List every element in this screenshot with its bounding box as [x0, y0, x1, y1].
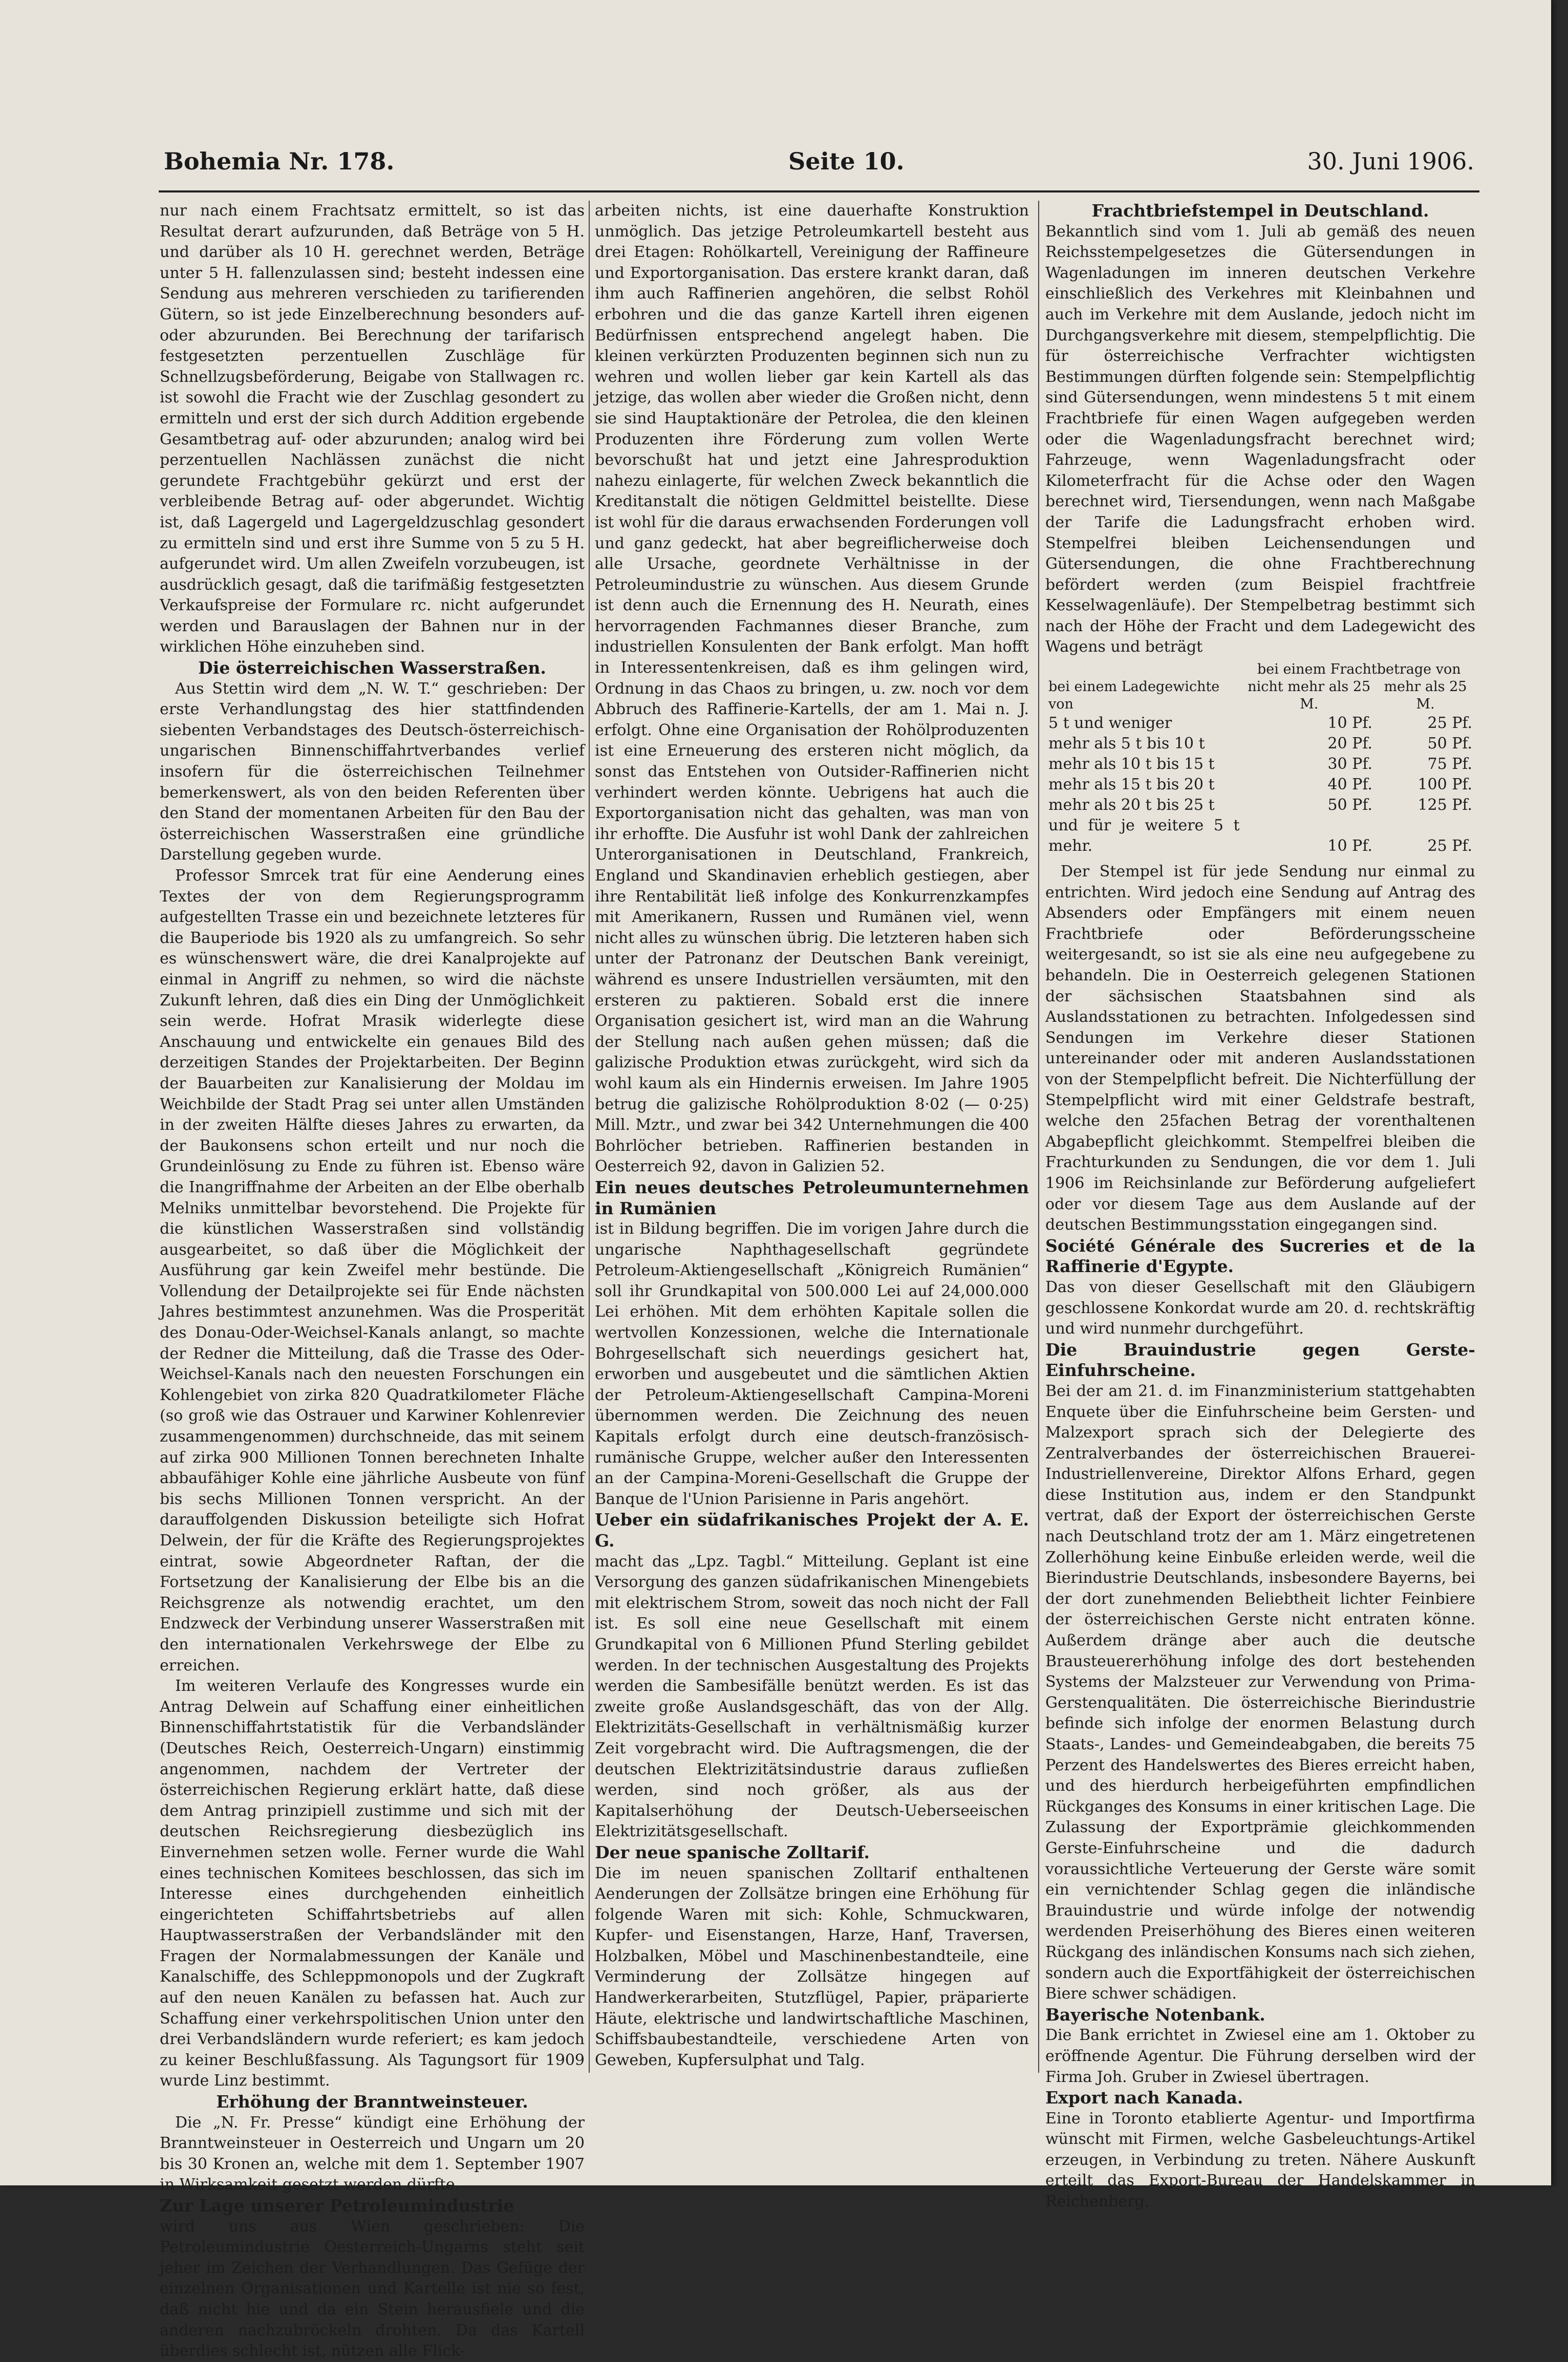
table-cell: 10 Pf. — [1327, 714, 1372, 733]
table-cell: 50 Pf. — [1427, 735, 1472, 753]
page-header — [164, 147, 1474, 183]
article-text: Das von dieser Gesellschaft mit den Gläubigern geschlossene Konkordat wurde am 20. d. rechtskräftig und wird nunmehr durchgeführt. — [1045, 1278, 1475, 1338]
article-text: Die Bank errichtet in Zwiesel eine am 1. Oktober zu eröffnende Agentur. Die Führung derselben wird der Firma Joh. Gruber in Zwiesel übertragen. — [1045, 2026, 1475, 2086]
article-heading: Die österreichischen Wasserstraßen. — [198, 658, 546, 678]
table-header-label: bei einem Ladegewichte von — [1048, 679, 1220, 713]
table-cell: mehr als 15 t bis 20 t — [1048, 776, 1215, 794]
table-cell: mehr als 5 t bis 10 t — [1048, 735, 1205, 753]
article-heading: Der neue spanische Zolltarif. — [595, 1842, 870, 1862]
article-heading: Bayerische Notenbank. — [1045, 2004, 1265, 2025]
table-cell: und für je weitere 5 t mehr. — [1048, 817, 1240, 855]
table-header-cell: mehr als 25 M. — [1384, 679, 1467, 713]
article-text: arbeiten nichts, ist eine dauerhafte Konstruktion unmöglich. Das jetzige Petroleumkartell besteht aus drei Etagen: Rohölkartell, Vereinigung der Raffineure und Exportorganisation. Das erstere krankt daran, daß ihm auch Raffinerien angehören, die selbst Rohöl erbohren und die das ganze Kartell ihren eigenen Bedürfnissen entsprechend angelegt haben. Die kleinen verkürzten Produzenten beginnen sich nun zu wehren und wollen lieber gar kein Kartell als das jetzige, das wollen aber wieder die Großen nicht, denn sie sind Hauptaktionäre der Petrolea, die den kleinen Produzenten ihre Förderung zum vollen Werte bevorschußt hat und jetzt eine Jahresproduktion nahezu einlagerte, für welchen Zweck bekanntlich die Kreditanstalt die nötigen Geldmittel beistellte. Diese ist wohl für die daraus erwachsenden Forderungen voll und ganz gedeckt, hat aber begreiflicherweise doch alle Ursache, geordnete Verhältnisse in der Petroleumindustrie zu wünschen. Aus diesem Grunde ist denn auch die Ernennung des H. Neurath, eines hervorragenden Fachmannes dieser Branche, zum industriellen Konsulenten der Bank erfolgt. Man hofft in Interessentenkreisen, daß es ihm gelingen wird, Ordnung in das Chaos zu bringen, u. zw. noch vor dem Abbruch des Raffinerie-Kartells, der am 1. Mai n. J. erfolgt. Ohne eine Organisation der Rohölproduzenten ist eine Erneuerung des ersteren nicht möglich, da sonst das Entstehen von Outsider-Raffinerien nicht verhindert werden könnte. Uebrigens hat auch die Exportorganisation nicht das gehalten, was man von ihr erhoffte. Die Ausfuhr ist wohl Dank der zahlreichen Unterorganisationen in Deutschland, Frankreich, England und Skandinavien erheblich gestiegen, aber ihre Rentabilität ließ infolge des Konkurrenzkampfes mit Amerikanern, Russen und Rumänen viel, wenn nicht alles zu wünschen übrig. Die letzteren haben sich unter der Patronanz der Deutschen Bank vereinigt, während es unsere Industriellen versäumten, mit den ersteren zu paktieren. Sobald erst die innere Organisation gesichert ist, wird man an die Wahrung der Stellung nach außen gehen müssen; daß die galizische Produktion etwas zurückgeht, wird sich da wohl kaum als ein Hindernis erweisen. Im Jahre 1905 betrug die galizische Rohölproduktion 8·02 (— 0·25) Mill. Mztr., und zwar bei 342 Unternehmungen die 400 Bohrlöcher betrieben. Raffinerien bestanden in Oesterreich 92, davon in Galizien 52. — [595, 202, 1029, 1176]
table-row — [1045, 775, 1475, 795]
table-header-cell: nicht mehr als 25 M. — [1248, 679, 1371, 713]
table-header-row — [1045, 661, 1475, 678]
table-cell: 10 Pf. — [1327, 837, 1372, 855]
header-rule — [159, 190, 1479, 192]
issue-date: 30. Juni 1906. — [1307, 147, 1474, 175]
stamp-rate-table — [1045, 661, 1475, 856]
table-cell: 25 Pf. — [1427, 837, 1472, 855]
article-text: Bekanntlich sind vom 1. Juli ab gemäß des neuen Reichsstempelgesetzes die Gütersendungen in Wagenladungen im inneren deutschen Verkehre einschließlich des Verkehres mit Kleinbahnen und auch im Verkehre mit dem Auslande, jedoch nicht im Durchgangsverkehre mit diesem, stempelpflichtig. Die für österreichische Verfrachter wichtigsten Bestimmungen dürften folgende sein: Stempelpflichtig sind Gütersendungen, wenn mindestens 5 t mit einem Frachtbriefe für einen Wagen aufgegeben werden oder die Wagenladungsfracht berechnet wird; Fahrzeuge, wenn Wagenladungsfracht oder Kilometerfracht für die Achse oder den Wagen berechnet wird, Tiersendungen, wenn nach Maßgabe der Tarife die Ladungsfracht erhoben wird. Stempelfrei bleiben Leichensendungen und Gütersendungen, die ohne Frachtberechnung befördert werden (zum Beispiel frachtfreie Kesselwagenläufe). Der Stempelbetrag bestimmt sich nach der Höhe der Fracht und dem Ladegewicht des Wagens und beträgt — [1045, 222, 1475, 656]
table-cell: 20 Pf. — [1327, 735, 1372, 753]
table-cell: mehr als 20 t bis 25 t — [1048, 796, 1215, 814]
table-cell: 40 Pf. — [1327, 776, 1372, 794]
article-heading: Société Générale des Sucreries et de la Raffinerie d'Egypte. — [1045, 1235, 1475, 1277]
article-heading: Erhöhung der Branntweinsteuer. — [216, 2092, 528, 2112]
article-text: nur nach einem Frachtsatz ermittelt, so ist das Resultat derart aufzurunden, daß Beträge von 5 H. und darüber als 10 H. gerechnet werden, Beträge unter 5 H. fallenzulassen sind; besteht indessen eine Sendung aus mehreren verschieden zu tarifierenden Gütern, so ist jede Einzelberechnung besonders auf- oder abzurunden. Bei Berechnung der tarifarisch festgesetzten perzentuellen Zuschläge für Schnellzugsbeförderung, Beigabe von Stallwagen rc. ist sowohl die Fracht wie der Zuschlag gesondert zu ermitteln und erst der sich durch Addition ergebende Gesamtbetrag auf- oder abzurunden; analog wird bei perzentuellen Nachlässen zunächst die nicht gerundete Frachtgebühr gekürzt und erst der verbleibende Betrag auf- oder abgerundet. Wichtig ist, daß Lagergeld und Lagergeldzuschlag gesondert zu ermitteln sind und erst ihre Summe von 5 zu 5 H. aufgerundet wird. Um allen Zweifeln vorzubeugen, ist ausdrücklich gesagt, daß die tarifmäßig festgesetzten Verkaufspreise der Formulare rc. nicht aufgerundet werden und Barauslagen der Bahnen nur in der wirklichen Höhe einzuheben sind. — [160, 202, 585, 656]
article-text: wird uns aus Wien geschrieben: Die Petroleumindustrie Oesterreich-Ungarns steht seit jeher im Zeichen der Verhandlungen. Das Gefüge der einzelnen Organisationen und Kartelle ist nie so fest, daß nicht hie und da ein Stein herausfiele und die anderen nachzubröckeln drohten. Da das Kartell überdies schlecht ist, nützen alle Flick- — [160, 2217, 585, 2360]
table-cell: 30 Pf. — [1327, 755, 1372, 774]
table-row — [1045, 713, 1475, 734]
article-text: macht das „Lpz. Tagbl.“ Mitteilung. Geplant ist eine Versorgung des ganzen südafrikanischen Minengebiets mit elektrischem Strom, soweit das noch nicht der Fall ist. Es soll eine neue Gesellschaft mit einem Grundkapital von 6 Millionen Pfund Sterling gebildet werden. In der technischen Ausgestaltung des Projekts werden die Sambesifälle benützt werden. Es ist das zweite große Auslandsgeschäft, das von der Allg. Elektrizitäts-Gesellschaft in verhältnismäßig kurzer Zeit vorgebracht wird. Die Auftragsmengen, die der deutschen Elektrizitätsindustrie daraus zufließen werden, sind noch größer, als aus der Kapitalserhöhung der Deutsch-Ueberseeischen Elektrizitätsgesellschaft. — [595, 1552, 1029, 1841]
table-cell: 25 Pf. — [1427, 714, 1472, 733]
column-divider — [1038, 201, 1039, 2073]
article-text: Professor Smrcek trat für eine Aenderung eines Textes der von dem Regierungsprogramm aufgestellten Trasse ein und bezeichnete letzteres für die Bauperiode bis 1920 als zu umfangreich. So sehr es wünschenswert wäre, die drei Kanalprojekte auf einmal in Angriff zu nehmen, so wird die nächste Zukunft lehren, daß dies ein Ding der Unmöglichkeit sein werde. Hofrat Mrasik widerlegte diese Anschauung und entwickelte ein genaues Bild des derzeitigen Standes der Projektarbeiten. Der Beginn der Bauarbeiten zur Kanalisierung der Moldau im Weichbilde der Stadt Prag sei unter allen Umständen in der zweiten Hälfte dieses Jahres zu erwarten, da der Baukonsens schon erteilt und nur noch die Grundeinlösung zu Ende zu führen ist. Ebenso wäre die Inangriffnahme der Arbeiten an der Elbe oberhalb Melniks unmittelbar bevorstehend. Die Projekte für die künstlichen Wasserstraßen sind vollständig ausgearbeitet, so daß über die Möglichkeit der Ausführung gar kein Zweifel mehr bestünde. Die Vollendung der Detailprojekte sei für Ende nächsten Jahres bestimmtest anzunehmen. Was die Prosperität des Donau-Oder-Weichsel-Kanals anlangt, so machte der Redner die Mitteilung, daß die Trasse des Oder-Weichsel-Kanals nach den neuesten Forschungen ein Kohlengebiet von zirka 820 Quadratkilometer Fläche (so groß wie das Ostrauer und Karwiner Kohlenrevier zusammengenommen) durchschneide, das mit seinem auf zirka 900 Millionen Tonnen berechneten Inhalte abbaufähiger Kohle eine jährliche Ausbeute von fünf bis sechs Millionen Tonnen verspricht. An der darauffolgenden Diskussion beteiligte sich Hofrat Delwein, der für die Kräfte des Regierungsprojektes eintrat, sowie Abgeordneter Raftan, der die Fortsetzung der Kanalisierung der Elbe bis an die Reichsgrenze als notwendig erachtet, um den Endzweck der Verbindung unserer Wasserstraßen mit den internationalen Verkehrswege der Elbe zu erreichen. — [160, 867, 585, 1674]
article-heading: Zur Lage unserer Petroleumindustrie — [160, 2196, 514, 2216]
table-row — [1045, 815, 1475, 856]
column-1 — [160, 201, 585, 2360]
page-number: Seite 10. — [788, 147, 905, 175]
article-text: Bei der am 21. d. im Finanzministerium stattgehabten Enquete über die Einfuhrscheine beim Gersten- und Malzexport sprach sich der Delegierte des Zentralverbandes der österreichischen Brauerei-Industriellenvereine, Direktor Alfons Erhard, gegen diese Institution aus, indem er den Standpunkt vertrat, daß der Export der österreichischen Gerste nach Deutschland trotz der am 1. März eingetretenen Zollerhöhung keine Einbuße erleiden werde, weil die Bierindustrie Deutschlands, insbesondere Bayerns, bei der dort zunehmenden Beliebtheit lichter Feinbiere der österreichischen Gerste nicht entraten könne. Außerdem dränge aber auch die deutsche Brausteuererhöhung infolge des dort bestehenden Systems der Malzsteuer zur Verwendung von Prima-Gerstenqualitäten. Die österreichische Bierindustrie befinde sich infolge der enormen Belastung durch Staats-, Landes- und Gemeindeabgaben, die bereits 75 Perzent des Handelswertes des Bieres erreicht haben, und des hierdurch herbeigeführten empfindlichen Rückganges des Konsums in einer kritischen Lage. Die Zulassung der Exportprämie gleichkommenden Gerste-Einfuhrscheine und die dadurch voraussichtliche Verteuerung der Gerste wäre somit ein vernichtender Schlag gegen die inländische Brauindustrie und würde infolge der notwendig werdenden Preiserhöhung des Bieres einen weiteren Rückgang des inländischen Konsums nach sich ziehen, sondern auch die Exportfähigkeit der österreichischen Biere schwer schädigen. — [1045, 1382, 1475, 2003]
article-text: Der Stempel ist für jede Sendung nur einmal zu entrichten. Wird jedoch eine Sendung auf Antrag des Absenders oder Empfängers mit einem neuen Frachtbriefe oder Beförderungsscheine weitergesandt, so ist sie als eine neu aufgegebene zu behandeln. Die in Oesterreich gelegenen Stationen der sächsischen Staatsbahnen sind als Auslandsstationen zu betrachten. Infolgedessen sind Sendungen im Verkehre dieser Stationen untereinander oder mit anderen Auslandsstationen von der Stempelpflicht befreit. Die Nichterfüllung der Stempelpflicht wird mit einer Geldstrafe bestraft, welche den 25fachen Betrag der vorenthaltenen Abgabepflicht gleichkommt. Stempelfrei bleiben die Frachturkunden zu Sendungen, die vor dem 1. Juli 1906 im Reichsinlande zur Beförderung aufgeliefert oder vor diesem Tage aus dem Auslande auf der deutschen Bestimmungsstation eingegangen sind. — [1045, 863, 1475, 1234]
masthead: Bohemia Nr. 178. — [164, 147, 395, 175]
table-cell: 5 t und weniger — [1048, 714, 1172, 733]
article-text: Im weiteren Verlaufe des Kongresses wurde ein Antrag Delwein auf Schaffung einer einheitlichen Binnenschiffahrtstatistik für die Verbandsländer (Deutsches Reich, Oesterreich-Ungarn) einstimmig angenommen, nachdem der Vertreter der österreichischen Regierung erklärt hatte, daß diese dem Antrag prinzipiell zustimme und sich mit der deutschen Reichsregierung diesbezüglich ins Einvernehmen setzen wolle. Ferner wurde die Wahl eines technischen Komitees beschlossen, das sich im Interesse eines durchgehenden einheitlich eingerichteten Schiffahrtsbetriebs auf allen Hauptwasserstraßen der Verbandsländer mit den Fragen der Normalabmessungen der Kanäle und Kanalschiffe, des Schleppmonopols und der Zugkraft auf den neuen Kanälen zu befassen hat. Auch zur Schaffung einer verkehrspolitischen Union unter den drei Verbandsländern wurde referiert; es kam jedoch zu keiner Beschlußfassung. Als Tagungsort für 1909 wurde Linz bestimmt. — [160, 1677, 585, 2090]
article-heading: Export nach Kanada. — [1045, 2088, 1243, 2108]
article-text: Eine in Toronto etablierte Agentur- und Importfirma wünscht mit Firmen, welche Gasbeleuchtungs-Artikel erzeugen, in Verbindung zu treten. Nähere Auskunft erteilt das Export-Bureau der Handelskammer in Reichenberg. — [1045, 2109, 1475, 2211]
article-heading: Ueber ein südafrikanisches Projekt der A. E. G. — [595, 1510, 1029, 1551]
article-text: Die im neuen spanischen Zolltarif enthaltenen Aenderungen der Zollsätze bringen eine Erhöhung für folgende Waren mit sich: Kohle, Schmuckwaren, Kupfer- und Eisenstangen, Harze, Hanf, Traversen, Holzbalken, Möbel und Maschinenbestandteile, eine Verminderung der Zollsätze hingegen auf Handwerkerarbeiten, Stutzflügel, Papier, präparierte Häute, elektrische und landwirtschaftliche Maschinen, Schiffsbaubestandteile, verschiedene Arten von Geweben, Kupfersulphat und Talg. — [595, 1864, 1029, 2069]
article-heading: Frachtbriefstempel in Deutschland. — [1091, 201, 1429, 221]
column-2 — [595, 201, 1029, 2124]
table-cell: 75 Pf. — [1427, 755, 1472, 774]
table-row — [1045, 754, 1475, 775]
table-row — [1045, 734, 1475, 754]
table-row — [1045, 795, 1475, 815]
article-text: ist in Bildung begriffen. Die im vorigen Jahre durch die ungarische Naphthagesellschaft gegründete Petroleum-Aktiengesellschaft „Königreich Rumänien“ soll ihr Grundkapital von 500.000 Lei auf 24,000.000 Lei erhöhen. Mit dem erhöhten Kapitale sollen die wertvollen Konzessionen, welche die Internationale Bohrgesellschaft sich neuerdings gesichert hat, erworben und ausgebeutet und die sämtlichen Aktien der Petroleum-Aktiengesellschaft Campina-Moreni übernommen werden. Die Zeichnung des neuen Kapitals erfolgt durch eine deutsch-französisch-rumänische Gruppe, welcher außer den Interessenten an der Campina-Moreni-Gesellschaft die Gruppe der Banque de l'Union Parisienne in Paris angehört. — [595, 1220, 1029, 1508]
article-heading: Die Brauindustrie gegen Gerste-Einfuhrscheine. — [1045, 1339, 1475, 1381]
column-3 — [1045, 201, 1475, 2211]
table-cell: mehr als 10 t bis 15 t — [1048, 755, 1215, 774]
table-cell: 50 Pf. — [1327, 796, 1372, 814]
table-header-group: bei einem Frachtbetrage von — [1257, 661, 1461, 678]
article-text: Aus Stettin wird dem „N. W. T.“ geschrieben: Der erste Verhandlungstag des hier stattfindenden siebenten Verbandstages des Deutsch-österreichisch-ungarischen Binnenschiffahrtverbandes verlief insofern für die österreichischen Teilnehmer bemerkenswert, als von den beiden Referenten über den Stand der momentanen Arbeiten für den Bau der österreichischen Wasserstraßen eine gründliche Darstellung gegeben wurde. — [160, 679, 585, 864]
table-cell: 100 Pf. — [1417, 776, 1472, 794]
article-text: Die „N. Fr. Presse“ kündigt eine Erhöhung der Branntweinsteuer in Oesterreich und Ungarn um 20 bis 30 Kronen an, welche mit dem 1. September 1907 in Wirksamkeit gesetzt werden dürfte. — [160, 2113, 585, 2194]
article-heading: Ein neues deutsches Petroleumunternehmen in Rumänien — [595, 1177, 1029, 1218]
column-divider — [589, 201, 590, 2073]
table-cell: 125 Pf. — [1417, 796, 1472, 814]
